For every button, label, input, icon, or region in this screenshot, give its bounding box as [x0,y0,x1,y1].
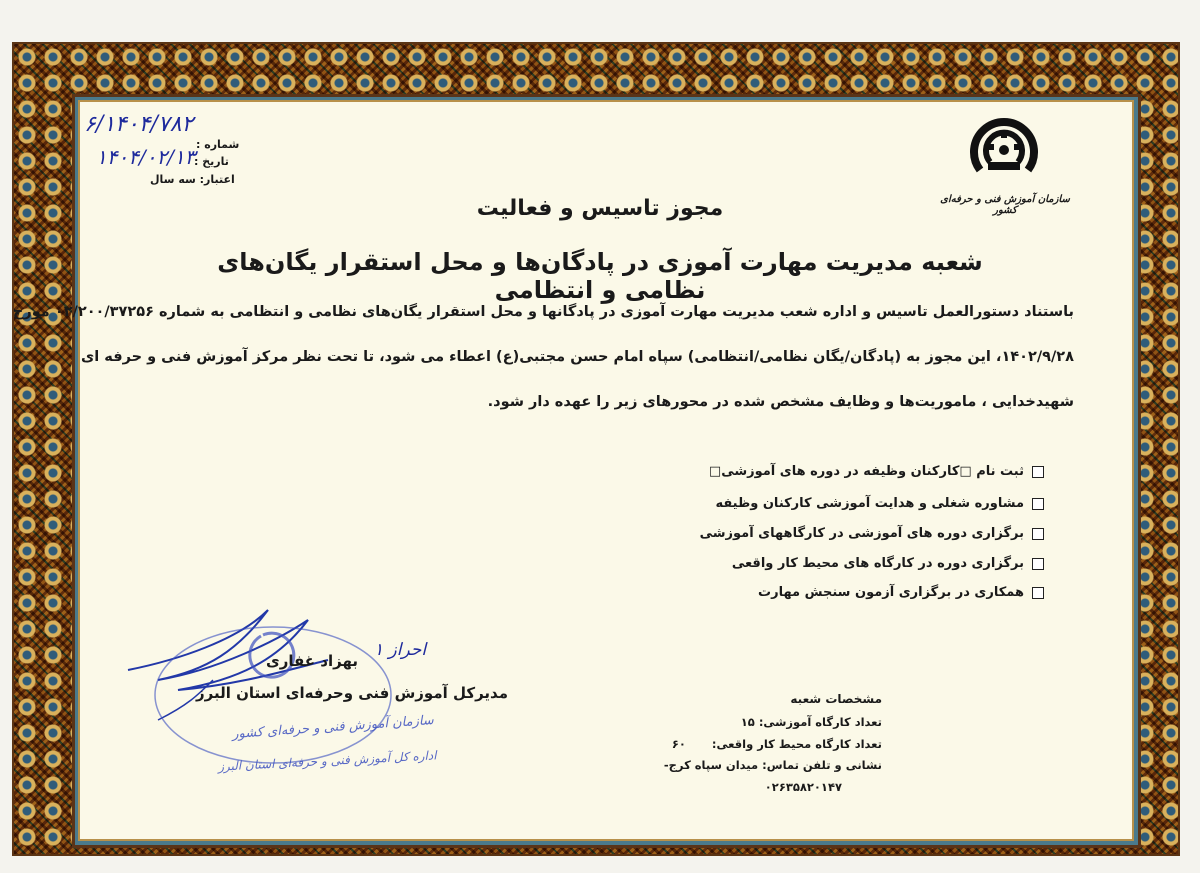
specs-real-workshops-label: تعداد کارگاه محیط کار واقعی: [711,737,882,751]
letter-number-value: ۶/۱۴۰۴/۷۸۲ [84,112,194,137]
organization-name: سازمان آموزش فنی و حرفه‌ای کشور [940,194,1070,216]
validity-label: اعتبار: سه سال [150,173,235,186]
letter-date-label: تاریخ : [194,155,229,168]
checklist-item-label: ثبت نام □کارکنان وظیفه در دوره های آموزشی□ [708,464,1024,479]
specs-real-workshops-value: ۶۰ [671,737,686,751]
checklist-item [715,496,1044,511]
certificate-subtitle: شعبه مدیریت مهارت آموزی در پادگان‌ها و محل استقرار یگان‌های نظامی و انتظامی [217,248,983,304]
checkbox-icon [1032,498,1044,510]
checkbox-icon [1032,558,1044,570]
checkbox-icon [1032,528,1044,540]
signer-position: مدیرکل آموزش فنی وحرفه‌ای استان البرز [196,684,509,702]
body-line-3: شهیدخدایی ، ماموریت‌ها و وظایف مشخص شده در محورهای زیر را عهده دار شود. [487,394,1074,410]
checklist-item-label: همکاری در برگزاری آزمون سنجش مهارت [758,585,1024,600]
body-line-1: باستناد دستورالعمل تاسیس و اداره شعب مدیریت مهارت آموزی در پادگانها و محل استقرار یگان‌های نظامی و انتظامی به شماره ۰۲/۲۰۰/۳۷۲۵۶ مورخ [12,304,1074,320]
checklist-item [700,526,1044,541]
checkbox-icon [1032,466,1044,478]
specs-heading: مشخصات شعبه [790,692,882,706]
specs-phone: ۰۲۶۳۵۸۲۰۱۴۷ [764,780,842,794]
letter-date-value: ۱۴۰۴/۰۲/۱۳ [96,145,196,169]
checklist-item-label: برگزاری دوره در کارگاه های محیط کار واقعی [731,556,1024,571]
specs-address: نشانی و تلفن تماس: میدان سپاه کرج- [663,758,882,772]
certificate-title: مجوز تاسیس و فعالیت [476,196,724,221]
gear-logo-icon [966,112,1042,188]
stamp-line-1: سازمان آموزش فنی و حرفه‌ای کشور [231,712,435,743]
checkbox-icon [1032,587,1044,599]
checklist-item-label: مشاوره شغلی و هدایت آموزشی کارکنان وظیفه [715,496,1024,511]
signer-name: بهزاد غفاری [266,652,358,670]
signature-note: ۱ احراز [374,640,427,660]
stamp-line-2: اداره کل آموزش فنی و حرفه‌ای استان البرز [217,748,437,774]
checklist-item [732,556,1044,571]
checklist-item [758,585,1044,600]
specs-real-workshops [672,737,882,751]
checklist-item [709,464,1044,479]
specs-workshops: تعداد کارگاه آموزشی: ۱۵ [740,715,882,729]
checklist-item-label: برگزاری دوره های آموزشی در کارگاههای آموزشی [699,526,1024,541]
body-line-2: ۱۴۰۲/۹/۲۸، این مجوز به (پادگان/یگان نظامی/انتظامی) سپاه امام حسن مجتبی(ع) اعطاء می شود، تا تحت نظر مرکز آموزش فنی و حرفه ای [80,349,1074,365]
letter-number-label: شماره : [196,138,240,151]
organization-logo [966,112,1042,188]
